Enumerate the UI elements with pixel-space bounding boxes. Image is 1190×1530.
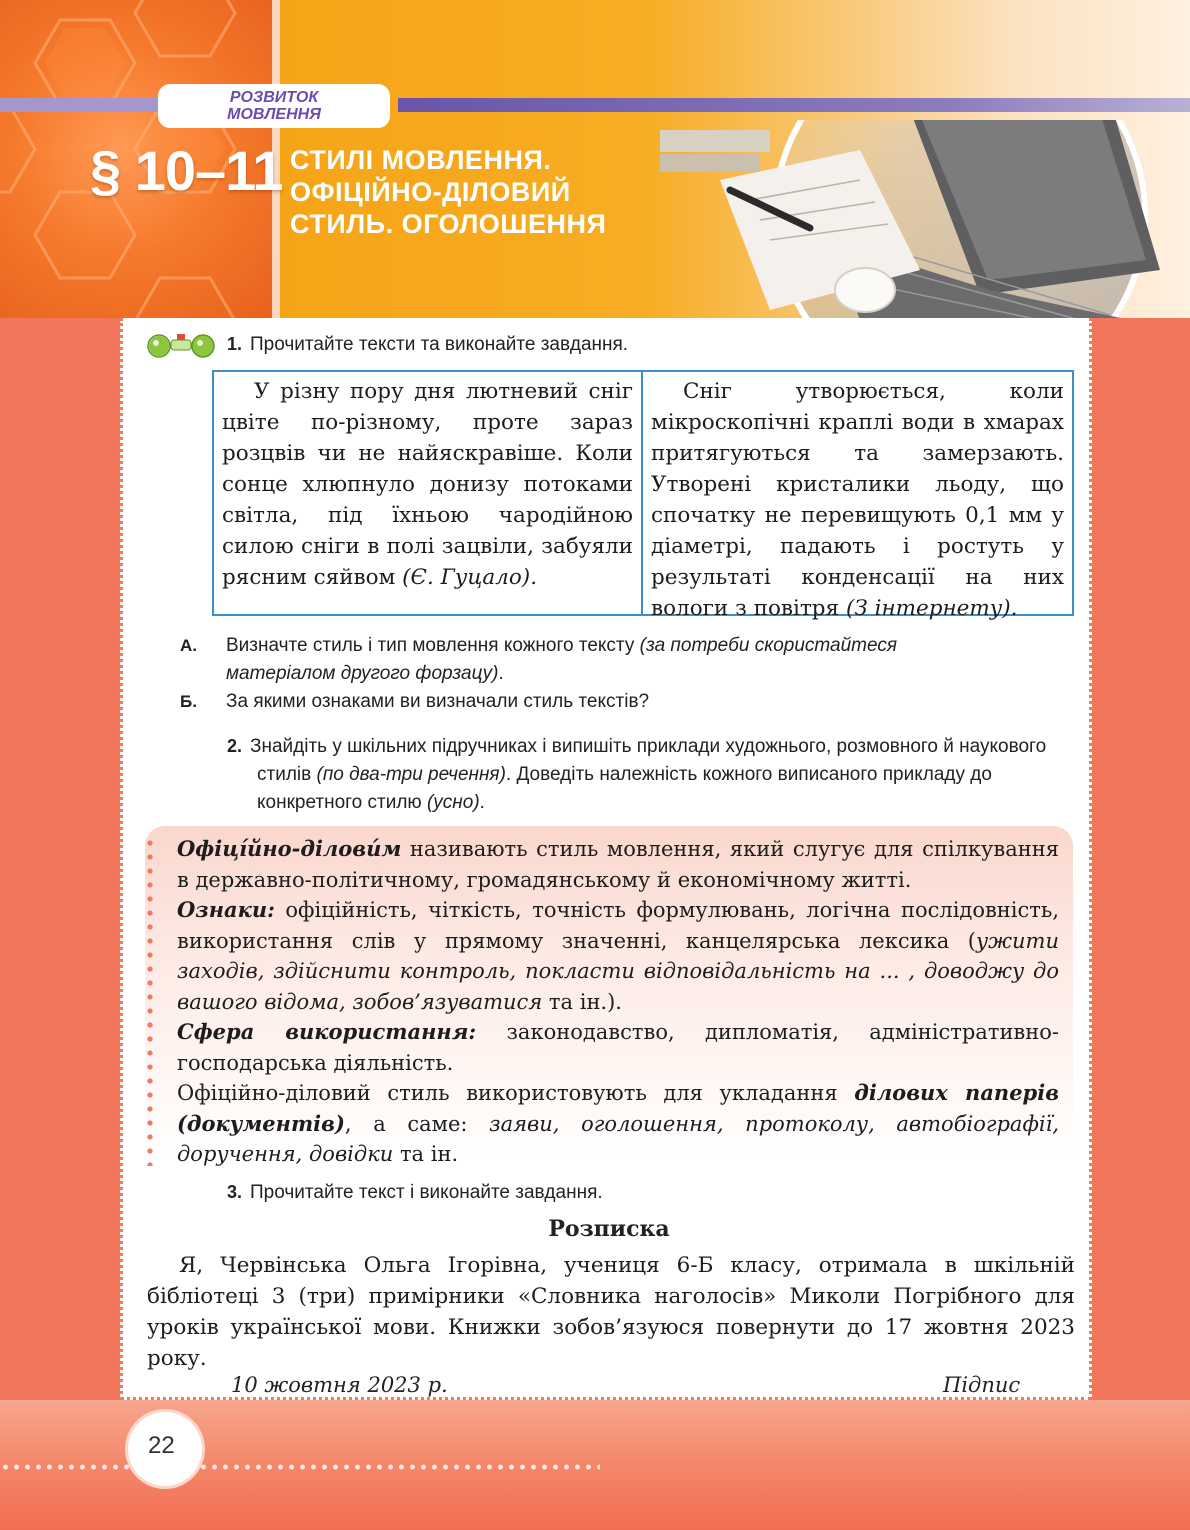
- title-line-1: СТИЛІ МОВЛЕННЯ.: [290, 145, 552, 175]
- task-2: [227, 732, 1077, 817]
- task-2-end: .: [479, 792, 485, 813]
- text-left-source: (Є. Гуцало).: [402, 565, 538, 590]
- chapter-header: [0, 0, 1190, 318]
- rule-signs-examples: ужити заходів, здійснити контроль, покласти відповідальність на ... , доводжу до вашого відома, зобов’язуватися: [177, 928, 1059, 1014]
- task-2-text-1: Знайдіть у шкільних підручниках і випишіть приклади художнього, розмовного й наукового стилів: [250, 736, 1047, 785]
- rule-sphere-label: Сфера використання:: [177, 1019, 477, 1044]
- binoculars-icon: [145, 330, 219, 365]
- task-1-number: 1.: [227, 334, 243, 354]
- purple-stripe-right: [398, 98, 1190, 112]
- laptop-notebook-illustration: [660, 120, 1190, 318]
- task-2-hint-1: (по два-три речення): [316, 764, 506, 785]
- text-right-body: Сніг утворюється, коли мікроскопічні краплі води в хмарах притягуються та замерзають. Утворені кристалики льоду, що спочатку не перевищують 0,1 мм у діаметрі, падають і ростуть у результаті конденсації на них вологи з повітря: [651, 379, 1064, 621]
- rule-dotted-border: [145, 836, 155, 1166]
- text-right-source: (З інтернету).: [845, 596, 1018, 621]
- receipt-date: 10 жовтня 2023 р.: [231, 1373, 448, 1397]
- texts-table: [212, 370, 1074, 621]
- rule-term: Офіці́йно-ділови́м: [177, 836, 402, 861]
- rule-signs-end: та ін.).: [542, 989, 622, 1014]
- question-a-text: Визначте стиль і тип мовлення кожного тексту: [226, 635, 635, 656]
- rule-sphere-text: законодавство, дипломатія, адміністративно-господарська діяльність.: [177, 1020, 1059, 1075]
- rule-definition: називають стиль мовлення, який слугує для спілкування в державно-політичному, громадянському й економічному житті.: [177, 837, 1059, 892]
- chapter-title: [290, 144, 606, 240]
- rule-signs-text: офіційність, чіткість, точність формулювань, логічна послідовність, використання слів у прямому значенні, канцелярська лексика (: [177, 898, 1059, 953]
- text-right: [643, 372, 1072, 621]
- text-left-body: У різну пору дня лютневий сніг цвіте по-різному, проте зараз розцвів чи не найяскравіше. Коли сонце хлюпнуло донизу потоками світла, під їхньою чародійною силою сніги в полі зацвіли, забуяли рясним сяйвом: [222, 379, 633, 590]
- section-number: § 10–11: [90, 139, 283, 202]
- purple-stripe-left: [0, 98, 160, 112]
- rule-usage-end: та ін.: [393, 1142, 459, 1166]
- receipt-title: Розписка: [548, 1216, 670, 1242]
- rubric-line-2: МОВЛЕННЯ: [227, 106, 321, 123]
- task-2-text-2: . Доведіть належність кожного виписаного прикладу до конкретного стилю: [257, 764, 992, 813]
- page-content: [120, 318, 1092, 1400]
- task-2-hint-2: (усно): [426, 792, 480, 813]
- receipt-body: Я, Червінська Ольга Ігорівна, учениця 6-Б класу, отримала в шкільній бібліотеці 3 (три) примірники «Словника наголосів» Миколи Погрібного для уроків української мови. Книжки зобов’язуюся повернути до 17 жовтня 2023 року.: [147, 1253, 1075, 1371]
- title-line-3: СТИЛЬ. ОГОЛОШЕННЯ: [290, 209, 607, 239]
- rule-signs-label: Ознаки:: [177, 897, 275, 922]
- rule-usage-bold: ділових паперів (документів): [177, 1080, 1060, 1136]
- page-number: 22: [148, 1432, 175, 1459]
- title-line-2: ОФІЦІЙНО-ДІЛОВИЙ: [290, 177, 571, 207]
- task-3-text: Прочитайте текст і виконайте завдання.: [250, 1182, 603, 1203]
- task-3: [227, 1178, 603, 1207]
- task-1-text: Прочитайте тексти та виконайте завдання.: [250, 334, 629, 355]
- rubric-line-1: РОЗВИТОК: [229, 89, 319, 106]
- question-a: [180, 632, 1000, 688]
- task-3-number: 3.: [227, 1182, 243, 1202]
- receipt-signature: Підпис: [943, 1373, 1021, 1397]
- task-1: [227, 330, 628, 359]
- question-b: [180, 688, 649, 716]
- footer-dotted-line: [0, 1462, 600, 1472]
- rule-usage-text: Офіційно-діловий стиль використовують для укладання: [177, 1081, 855, 1105]
- rubric-label: [158, 84, 390, 128]
- question-a-letter: А.: [180, 636, 197, 655]
- rule-usage-examples: заяви, оголошення, протоколу, автобіографії, доручення, довідки: [177, 1111, 1059, 1166]
- question-b-letter: Б.: [180, 692, 197, 711]
- question-b-text: За якими ознаками ви визначали стиль текстів?: [226, 691, 650, 712]
- question-a-end: .: [498, 663, 504, 684]
- text-left: [214, 372, 643, 614]
- rule-usage-mid: , а саме:: [344, 1111, 490, 1136]
- question-a-body: [226, 632, 1000, 688]
- task-2-number: 2.: [227, 736, 243, 756]
- laptop-photo-graphic: [660, 120, 1190, 318]
- question-a-hint: (за потреби скористайтеся матеріалом другого форзацу): [226, 635, 897, 684]
- rule-box: [145, 826, 1073, 1166]
